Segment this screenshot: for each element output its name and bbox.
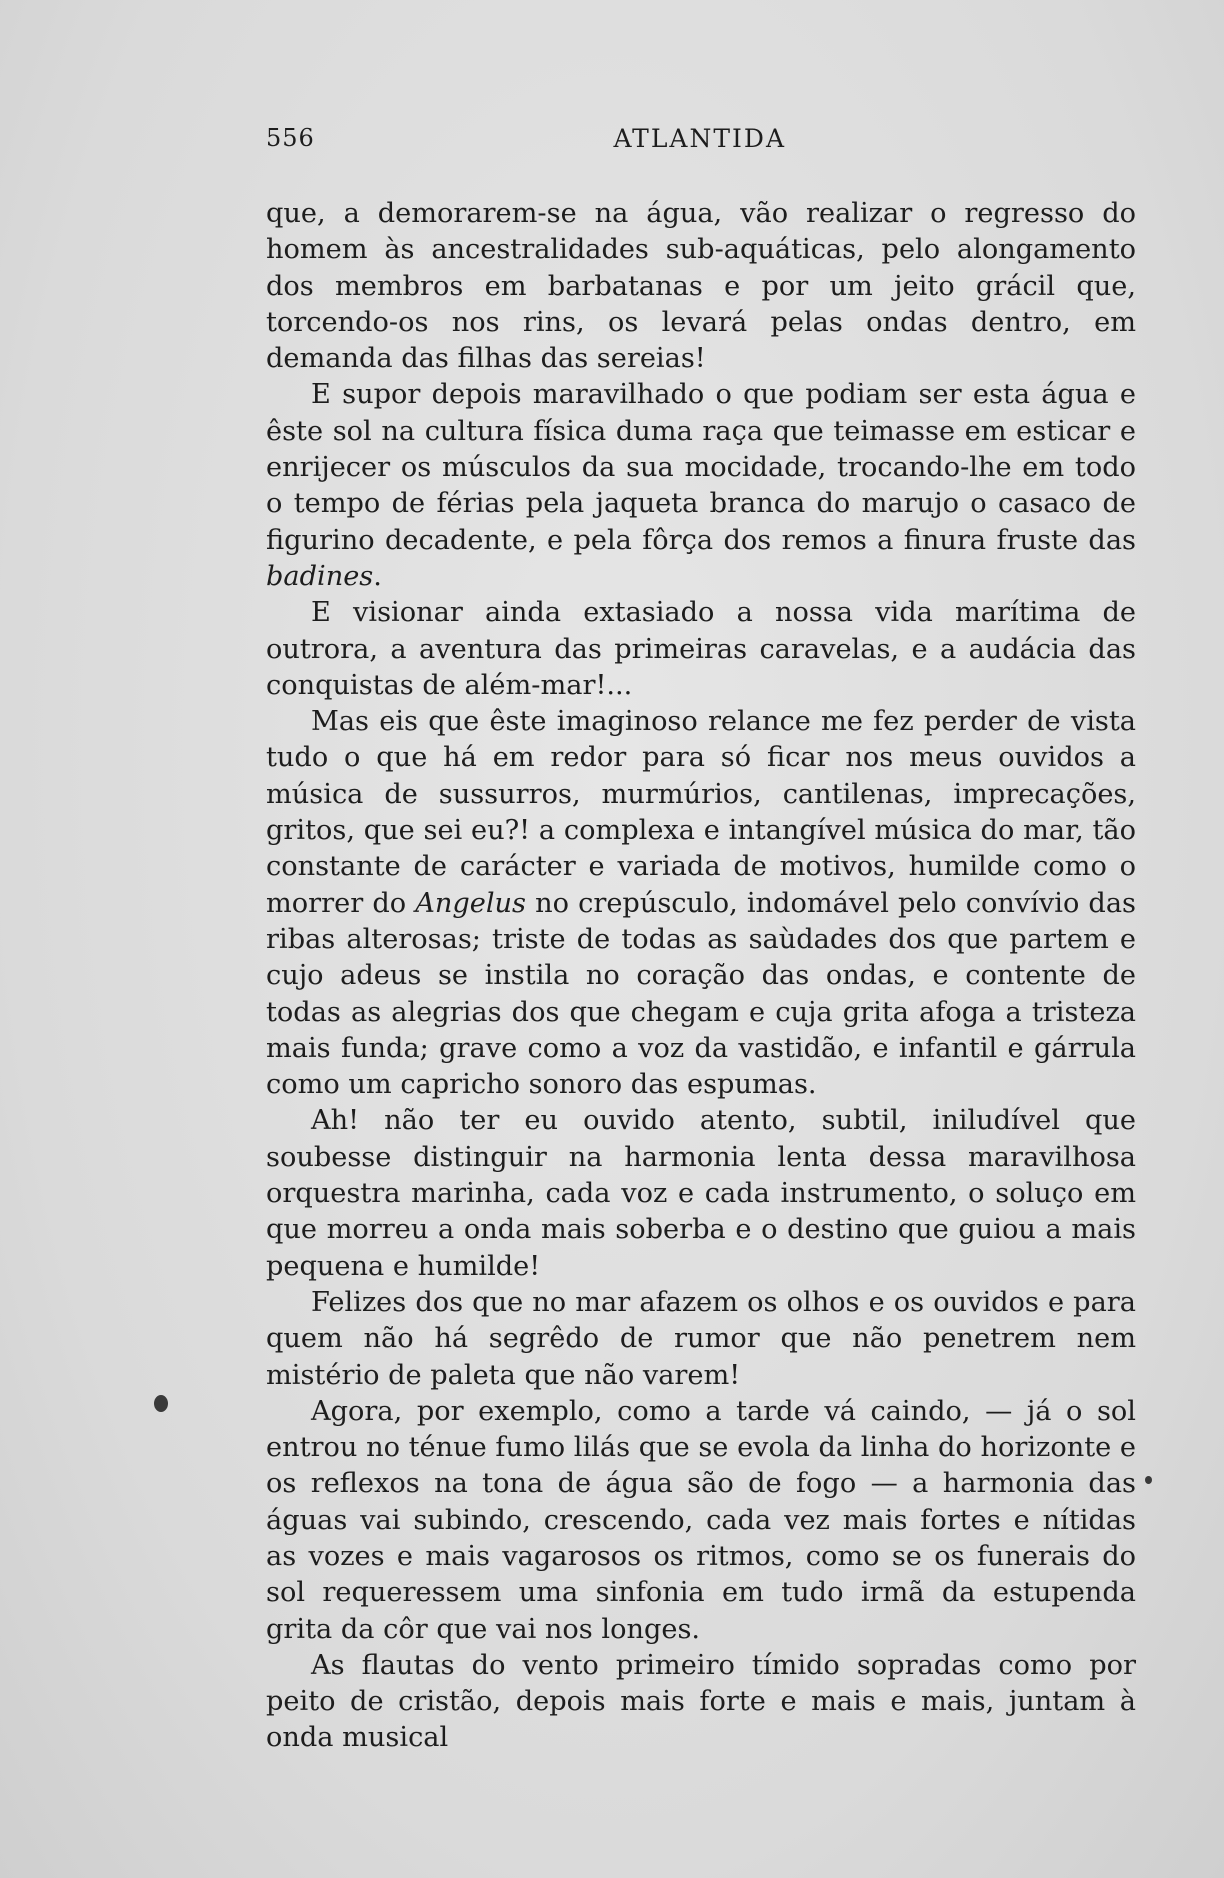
page-number: 556 [266, 124, 315, 152]
paragraph [266, 704, 1136, 1103]
paragraph-text: . [373, 560, 382, 592]
italic-term: badines [266, 560, 374, 592]
paragraph-text: no crepúsculo, indomável pelo convívio das ribas alterosas; triste de todas as saùdades dos que partem e cujo adeus se instila no coração das ondas, e contente de todas as alegrias dos que chegam e cuja grita afoga a tristeza mais funda; grave como a voz da vastidão, e infantil e gárrula como um capricho sonoro das espumas. [266, 887, 1136, 1101]
paragraph: Felizes dos que no mar afazem os olhos e os ouvidos e para quem não há segrêdo de rumor que não penetrem nem mistério de paleta que não varem! [266, 1286, 1136, 1391]
paragraph: E visionar ainda extasiado a nossa vida marítima de outrora, a aventura das primeiras caravelas, e a audácia das conquistas de além-mar!... [266, 597, 1136, 701]
paragraph [266, 377, 1136, 595]
paragraph-text: Mas eis que êste imaginoso relance me fez perder de vista tudo o que há em redor para só ficar nos meus ouvidos a música de sussurros, murmúrios, cantilenas, imprecações, gritos, que sei eu?! a complexa e intangível música do mar, tão constante de carácter e variada de motivos, humilde como o morrer do [266, 706, 1136, 919]
ink-speck [154, 1395, 168, 1412]
italic-term: Angelus [415, 887, 527, 919]
page-header [266, 124, 1126, 160]
paragraph: Agora, por exemplo, como a tarde vá caindo, — já o sol entrou no ténue fumo lilás que se evola da linha do horizonte e os reflexos na tona de água são de fogo — a harmonia das águas vai subindo, crescendo, cada vez mais fortes e nítidas as vozes e mais vagarosos os ritmos, como se os funerais do sol requeressem uma sinfonia em tudo irmã da estupenda grita da côr que vai nos longes. [266, 1395, 1136, 1645]
paragraph: As flautas do vento primeiro tímido sopradas como por peito de cristão, depois mais forte e mais e mais, juntam à onda musical [266, 1649, 1136, 1754]
running-title: ATLANTIDA [613, 124, 786, 153]
paragraph: que, a demorarem-se na água, vão realizar o regresso do homem às ancestralidades sub-aquáticas, pelo alongamento dos membros em barbatanas e por um jeito grácil que, torcendo-os nos rins, os levará pelas ondas dentro, em demanda das filhas das sereias! [266, 198, 1136, 375]
ink-speck [1145, 1476, 1152, 1484]
paragraph-text: E supor depois maravilhado o que podiam ser esta água e êste sol na cultura física duma raça que teimasse em esticar e enrijecer os músculos da sua mocidade, trocando-lhe em todo o tempo de férias pela jaqueta branca do marujo o casaco de figurino decadente, e pela fôrça dos remos a finura fruste das [266, 379, 1136, 556]
paragraph: Ah! não ter eu ouvido atento, subtil, iniludível que soubesse distinguir na harmonia lenta dessa maravilhosa orquestra marinha, cada voz e cada instrumento, o soluço em que morreu a onda mais soberba e o destino que guiou a mais pequena e humilde! [266, 1105, 1136, 1282]
body-text [266, 196, 1136, 1757]
